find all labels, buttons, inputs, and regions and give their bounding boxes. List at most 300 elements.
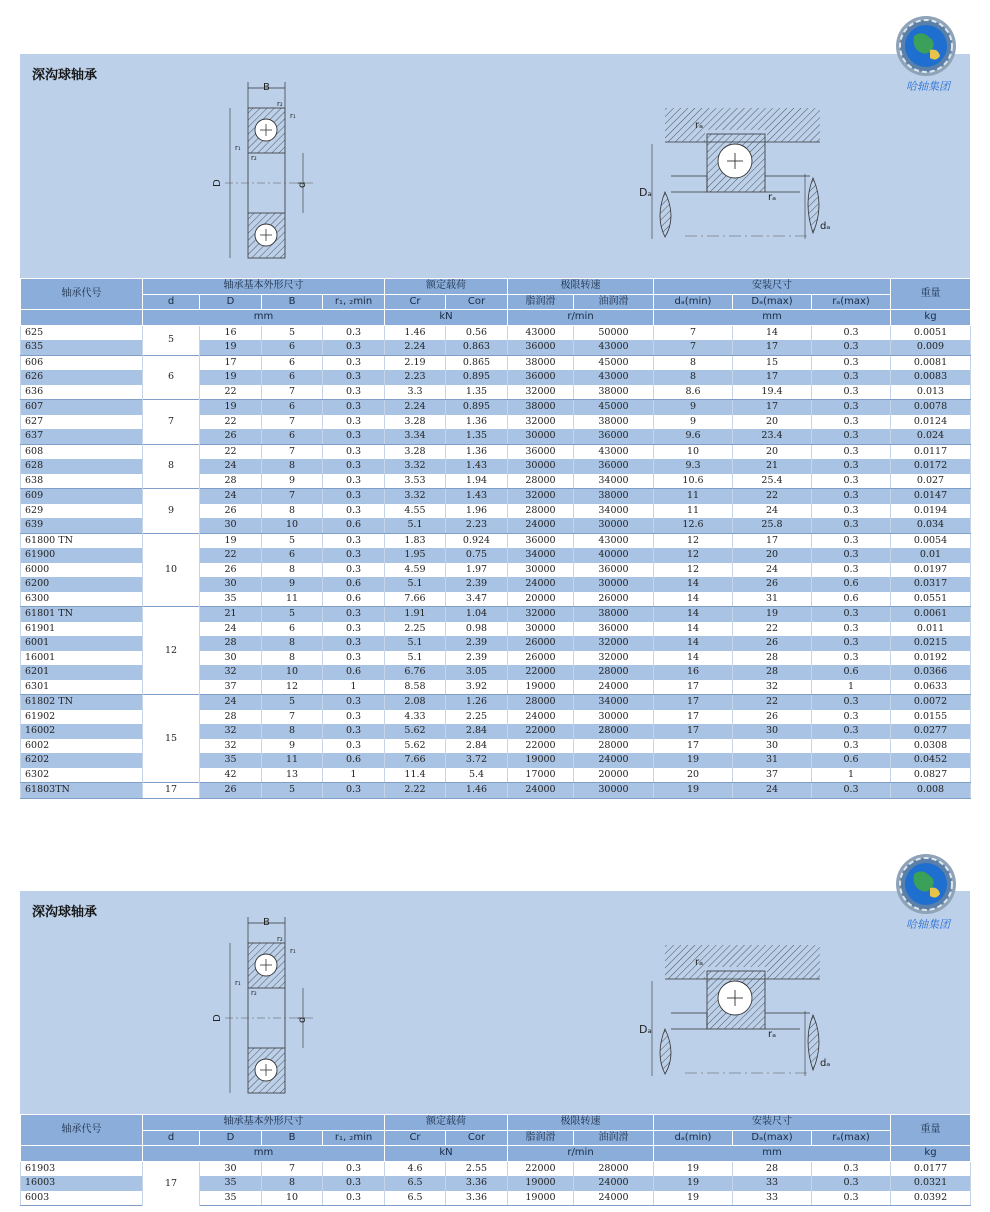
globe-bearing-icon: [890, 14, 966, 78]
bearing-cross-section-diagram: [205, 78, 325, 263]
table-cell: 7: [262, 385, 323, 400]
table-cell: 0.3: [323, 340, 385, 355]
header-speed-group: 极限转速: [508, 279, 654, 295]
table-cell: 26000: [508, 651, 574, 666]
table-cell: 35: [200, 753, 262, 768]
table-cell: 0.895: [446, 370, 508, 385]
table-cell: 38000: [508, 355, 574, 370]
table-cell: 28000: [574, 1161, 654, 1176]
table-cell: 0.3: [812, 489, 891, 504]
header-load-group: 额定载荷: [385, 1115, 508, 1131]
table-cell: 0.0633: [891, 680, 971, 695]
table-cell: 17: [733, 400, 812, 415]
table-cell: 0.3: [812, 385, 891, 400]
cell-bearing-code: 607: [21, 400, 143, 415]
table-cell: 0.3: [812, 370, 891, 385]
unit-rpm: r/min: [508, 1146, 654, 1162]
table-cell: 19: [200, 370, 262, 385]
table-cell: 19: [200, 533, 262, 548]
table-cell: 24000: [574, 1191, 654, 1206]
table-cell: 22: [733, 622, 812, 637]
table-cell: 0.3: [323, 724, 385, 739]
cell-bore-d: 9: [143, 489, 200, 534]
table-row: [21, 325, 971, 340]
header-load-group: 额定载荷: [385, 279, 508, 295]
label-Da: Dₐ: [639, 186, 652, 199]
table-cell: 4.59: [385, 563, 446, 578]
table-cell: 0.3: [323, 489, 385, 504]
table-cell: 45000: [574, 355, 654, 370]
mounting-diagram: [635, 104, 840, 244]
table-cell: 3.32: [385, 489, 446, 504]
table-cell: 3.05: [446, 665, 508, 680]
table-cell: 5.62: [385, 739, 446, 754]
table-cell: 15: [733, 355, 812, 370]
table-cell: 30: [200, 651, 262, 666]
table-cell: 22: [200, 385, 262, 400]
table-cell: 19: [733, 607, 812, 622]
table-cell: 26000: [574, 592, 654, 607]
table-cell: 8: [262, 459, 323, 474]
cell-bearing-code: 609: [21, 489, 143, 504]
header-weight: 重量: [891, 279, 971, 310]
header-Da: Dₐ(max): [733, 294, 812, 310]
table-cell: 14: [654, 636, 733, 651]
table-cell: 0.3: [812, 651, 891, 666]
table-cell: 0.0147: [891, 489, 971, 504]
table-cell: 7: [262, 1161, 323, 1176]
section-title: 深沟球轴承: [32, 68, 98, 83]
cell-bearing-code: 637: [21, 429, 143, 444]
table-cell: 10.6: [654, 474, 733, 489]
unit-mm: mm: [143, 1146, 385, 1162]
table-cell: 26: [200, 504, 262, 519]
table-cell: 16: [654, 665, 733, 680]
table-cell: 0.3: [812, 400, 891, 415]
table-cell: 32000: [574, 651, 654, 666]
table-cell: 11: [262, 753, 323, 768]
table-cell: 26: [200, 429, 262, 444]
bearing-spec-table-2: [20, 1114, 971, 1206]
table-cell: 30000: [508, 429, 574, 444]
table-cell: 19000: [508, 1176, 574, 1191]
label-r1-b: r₁: [235, 979, 241, 987]
header-Cr: Cr: [385, 294, 446, 310]
company-logo-2: [890, 852, 970, 932]
table-cell: 33: [733, 1191, 812, 1206]
table-cell: 28000: [574, 724, 654, 739]
table-cell: 17: [654, 710, 733, 725]
table-cell: 13: [262, 768, 323, 783]
table-cell: 0.3: [323, 415, 385, 430]
table-cell: 7.66: [385, 753, 446, 768]
table-cell: 3.32: [385, 459, 446, 474]
table-row: [21, 607, 971, 622]
header-Cor: Cor: [446, 294, 508, 310]
table-cell: 34000: [508, 548, 574, 563]
table-cell: 0.0081: [891, 355, 971, 370]
table-cell: 0.3: [812, 724, 891, 739]
table-cell: 0.0192: [891, 651, 971, 666]
table-cell: 0.0155: [891, 710, 971, 725]
label-d: d: [297, 181, 308, 188]
label-r1: r₁: [290, 112, 296, 120]
table-cell: 14: [654, 592, 733, 607]
table-cell: 9: [262, 739, 323, 754]
table-cell: 9: [262, 577, 323, 592]
cell-bore-d: 10: [143, 533, 200, 607]
table-cell: 19000: [508, 1191, 574, 1206]
bearing-spec-table: [20, 278, 971, 799]
table-cell: 14: [654, 607, 733, 622]
logo-text-2: 哈轴集团: [906, 918, 950, 931]
table-cell: 24000: [574, 753, 654, 768]
table-row: [21, 533, 971, 548]
table-cell: 0.0827: [891, 768, 971, 783]
table-body: [21, 325, 971, 798]
table-cell: 9.3: [654, 459, 733, 474]
table-cell: 0.0308: [891, 739, 971, 754]
cell-bearing-code: 6300: [21, 592, 143, 607]
table-cell: 0.6: [323, 592, 385, 607]
table-cell: 6: [262, 355, 323, 370]
table-cell: 17: [654, 724, 733, 739]
table-cell: 22000: [508, 739, 574, 754]
table-cell: 0.3: [323, 651, 385, 666]
table-cell: 0.895: [446, 400, 508, 415]
table-cell: 0.0392: [891, 1191, 971, 1206]
table-cell: 8: [262, 724, 323, 739]
header-mount-group: 安装尺寸: [654, 1115, 891, 1131]
table-cell: 30000: [574, 577, 654, 592]
table-cell: 30: [733, 739, 812, 754]
cell-bore-d: 7: [143, 400, 200, 445]
unit-kn: kN: [385, 310, 508, 326]
table-cell: 32: [200, 665, 262, 680]
header-D: D: [200, 294, 262, 310]
table-cell: 1.96: [446, 504, 508, 519]
table-cell: 17: [654, 739, 733, 754]
table-cell: 17: [654, 680, 733, 695]
header-Da: Dₐ(max): [733, 1130, 812, 1146]
table-cell: 10: [262, 1191, 323, 1206]
table-cell: 11: [654, 489, 733, 504]
label-B: B: [263, 917, 270, 928]
table-cell: 17000: [508, 768, 574, 783]
table-cell: 1.97: [446, 563, 508, 578]
header-weight: 重量: [891, 1115, 971, 1146]
table-cell: 1.35: [446, 385, 508, 400]
table-cell: 38000: [574, 489, 654, 504]
table-cell: 9.6: [654, 429, 733, 444]
table-cell: 0.0061: [891, 607, 971, 622]
table-cell: 45000: [574, 400, 654, 415]
cell-bore-d: 15: [143, 695, 200, 783]
table-cell: 3.28: [385, 444, 446, 459]
table-cell: 6: [262, 622, 323, 637]
header-mount-group: 安装尺寸: [654, 279, 891, 295]
table-cell: 0.6: [323, 753, 385, 768]
table-cell: 6: [262, 340, 323, 355]
table-cell: 32000: [508, 415, 574, 430]
cell-bearing-code: 61902: [21, 710, 143, 725]
table-cell: 7: [654, 325, 733, 340]
table-cell: 30000: [508, 622, 574, 637]
table-cell: 30: [200, 518, 262, 533]
table-cell: 0.56: [446, 325, 508, 340]
table-cell: 14: [733, 325, 812, 340]
table-row: [21, 444, 971, 459]
table-cell: 0.013: [891, 385, 971, 400]
table-cell: 20: [733, 415, 812, 430]
table-cell: 7: [262, 710, 323, 725]
table-cell: 2.08: [385, 695, 446, 710]
table-cell: 24000: [508, 577, 574, 592]
table-cell: 5: [262, 783, 323, 799]
table-row: [21, 400, 971, 415]
table-row: [21, 355, 971, 370]
table-cell: 5: [262, 533, 323, 548]
cell-bearing-code: 629: [21, 504, 143, 519]
table-cell: 0.3: [812, 1191, 891, 1206]
table-cell: 0.0452: [891, 753, 971, 768]
table-cell: 26: [733, 577, 812, 592]
unit-rpm: r/min: [508, 310, 654, 326]
label-D: D: [212, 1014, 223, 1022]
table-cell: 43000: [574, 340, 654, 355]
table-cell: 4.55: [385, 504, 446, 519]
table-cell: 7: [654, 340, 733, 355]
table-cell: 2.23: [446, 518, 508, 533]
header-Cor: Cor: [446, 1130, 508, 1146]
table-cell: 24: [733, 563, 812, 578]
table-row: [21, 783, 971, 799]
header-da: dₐ(min): [654, 1130, 733, 1146]
cell-bearing-code: 6201: [21, 665, 143, 680]
label-B: B: [263, 82, 270, 93]
table-cell: 25.4: [733, 474, 812, 489]
cell-bearing-code: 6202: [21, 753, 143, 768]
table-cell: 28000: [574, 665, 654, 680]
table-cell: 0.3: [812, 622, 891, 637]
table-cell: 7: [262, 444, 323, 459]
table-cell: 24000: [574, 1176, 654, 1191]
table-cell: 43000: [508, 325, 574, 340]
table-cell: 11: [654, 504, 733, 519]
cell-bearing-code: 6000: [21, 563, 143, 578]
table-cell: 30000: [574, 783, 654, 799]
table-cell: 38000: [508, 400, 574, 415]
table-cell: 1.43: [446, 459, 508, 474]
table-cell: 31: [733, 592, 812, 607]
table-cell: 0.0124: [891, 415, 971, 430]
table-cell: 43000: [574, 370, 654, 385]
table-row: [21, 489, 971, 504]
cell-bore-d: 5: [143, 325, 200, 355]
cell-bearing-code: 16003: [21, 1176, 143, 1191]
table-cell: 0.3: [323, 504, 385, 519]
label-D: D: [212, 179, 223, 187]
table-cell: 12: [654, 533, 733, 548]
table-cell: 24: [200, 695, 262, 710]
header-blank: [21, 1146, 143, 1162]
table-row: [21, 1161, 971, 1176]
table-cell: 20: [733, 548, 812, 563]
cell-bearing-code: 636: [21, 385, 143, 400]
table-cell: 1: [812, 680, 891, 695]
table-cell: 8: [262, 651, 323, 666]
table-cell: 1.35: [446, 429, 508, 444]
table-cell: 5.1: [385, 518, 446, 533]
table-cell: 32000: [508, 385, 574, 400]
cell-bore-d: 17: [143, 783, 200, 799]
table-cell: 35: [200, 1176, 262, 1191]
table-cell: 5.1: [385, 636, 446, 651]
table-cell: 8.6: [654, 385, 733, 400]
table-cell: 0.3: [812, 607, 891, 622]
table-cell: 36000: [508, 533, 574, 548]
table-cell: 1.43: [446, 489, 508, 504]
table-cell: 0.0177: [891, 1161, 971, 1176]
table-cell: 36000: [574, 429, 654, 444]
table-cell: 1.36: [446, 415, 508, 430]
table-cell: 36000: [508, 340, 574, 355]
table-cell: 19: [654, 1176, 733, 1191]
table-cell: 0.3: [323, 355, 385, 370]
table-cell: 0.0366: [891, 665, 971, 680]
table-cell: 0.0117: [891, 444, 971, 459]
table-cell: 0.3: [323, 548, 385, 563]
table-cell: 1: [323, 680, 385, 695]
label-r2-b: r₂: [251, 989, 257, 997]
cell-bearing-code: 61802 TN: [21, 695, 143, 710]
table-cell: 0.027: [891, 474, 971, 489]
table-cell: 0.3: [323, 474, 385, 489]
table-cell: 6: [262, 429, 323, 444]
table-cell: 1.26: [446, 695, 508, 710]
table-cell: 32000: [508, 607, 574, 622]
table-cell: 11.4: [385, 768, 446, 783]
table-cell: 36000: [574, 622, 654, 637]
table-cell: 0.0194: [891, 504, 971, 519]
table-cell: 11: [262, 592, 323, 607]
table-cell: 8: [262, 636, 323, 651]
header-grease: 脂润滑: [508, 1130, 574, 1146]
cell-bearing-code: 6002: [21, 739, 143, 754]
logo-text: 哈轴集团: [906, 80, 950, 93]
table-cell: 7.66: [385, 592, 446, 607]
cell-bearing-code: 608: [21, 444, 143, 459]
table-cell: 5.1: [385, 577, 446, 592]
table-cell: 1.36: [446, 444, 508, 459]
table-cell: 19000: [508, 680, 574, 695]
table-cell: 0.3: [323, 533, 385, 548]
table-cell: 0.3: [812, 710, 891, 725]
table-cell: 2.22: [385, 783, 446, 799]
table-cell: 33: [733, 1176, 812, 1191]
table-cell: 10: [262, 665, 323, 680]
table-cell: 19.4: [733, 385, 812, 400]
table-cell: 0.01: [891, 548, 971, 563]
cell-bearing-code: 61803TN: [21, 783, 143, 799]
table-cell: 17: [733, 533, 812, 548]
table-cell: 32000: [508, 489, 574, 504]
table-cell: 30: [200, 1161, 262, 1176]
table-cell: 5: [262, 607, 323, 622]
bearing-cross-section-diagram-2: [205, 913, 325, 1098]
table-cell: 0.3: [812, 783, 891, 799]
table-cell: 37: [200, 680, 262, 695]
table-cell: 6.76: [385, 665, 446, 680]
table-cell: 20: [733, 444, 812, 459]
table-cell: 26000: [508, 636, 574, 651]
table-cell: 0.3: [812, 563, 891, 578]
globe-bearing-icon: [890, 852, 966, 916]
table-cell: 28: [200, 636, 262, 651]
table-cell: 3.3: [385, 385, 446, 400]
table-cell: 1.95: [385, 548, 446, 563]
table-cell: 0.924: [446, 533, 508, 548]
table-cell: 9: [654, 415, 733, 430]
label-ra: rₐ: [695, 957, 704, 968]
header-r: r₁, ₂min: [323, 294, 385, 310]
table-cell: 5: [262, 325, 323, 340]
table-cell: 36000: [574, 563, 654, 578]
table-cell: 23.4: [733, 429, 812, 444]
table-cell: 30000: [508, 563, 574, 578]
table-cell: 17: [200, 355, 262, 370]
table-cell: 3.36: [446, 1176, 508, 1191]
header-B: B: [262, 1130, 323, 1146]
table-cell: 22000: [508, 724, 574, 739]
table-cell: 0.011: [891, 622, 971, 637]
table-cell: 8: [654, 355, 733, 370]
table-cell: 0.0078: [891, 400, 971, 415]
table-cell: 19: [200, 400, 262, 415]
table-cell: 19: [654, 753, 733, 768]
table-cell: 0.3: [323, 622, 385, 637]
table-cell: 6: [262, 370, 323, 385]
table-cell: 22000: [508, 665, 574, 680]
table-cell: 2.39: [446, 636, 508, 651]
table-cell: 0.0321: [891, 1176, 971, 1191]
table-cell: 19000: [508, 753, 574, 768]
table-cell: 28: [733, 651, 812, 666]
table-cell: 28000: [508, 695, 574, 710]
table-cell: 36000: [574, 459, 654, 474]
table-cell: 0.3: [323, 385, 385, 400]
label-ra-b: rₐ: [768, 192, 777, 203]
table-cell: 0.3: [812, 340, 891, 355]
table-cell: 0.3: [323, 459, 385, 474]
table-cell: 17: [733, 370, 812, 385]
table-cell: 1.94: [446, 474, 508, 489]
unit-mm: mm: [143, 310, 385, 326]
table-cell: 6.5: [385, 1191, 446, 1206]
table-cell: 2.23: [385, 370, 446, 385]
table-cell: 9: [654, 400, 733, 415]
table-cell: 0.6: [323, 665, 385, 680]
table-cell: 0.3: [812, 533, 891, 548]
table-cell: 14: [654, 622, 733, 637]
header-d: d: [143, 1130, 200, 1146]
label-r2-b: r₂: [251, 154, 257, 162]
table-cell: 0.3: [323, 444, 385, 459]
cell-bearing-code: 6301: [21, 680, 143, 695]
table-cell: 21: [733, 459, 812, 474]
table-cell: 6: [262, 548, 323, 563]
table-cell: 0.3: [812, 739, 891, 754]
